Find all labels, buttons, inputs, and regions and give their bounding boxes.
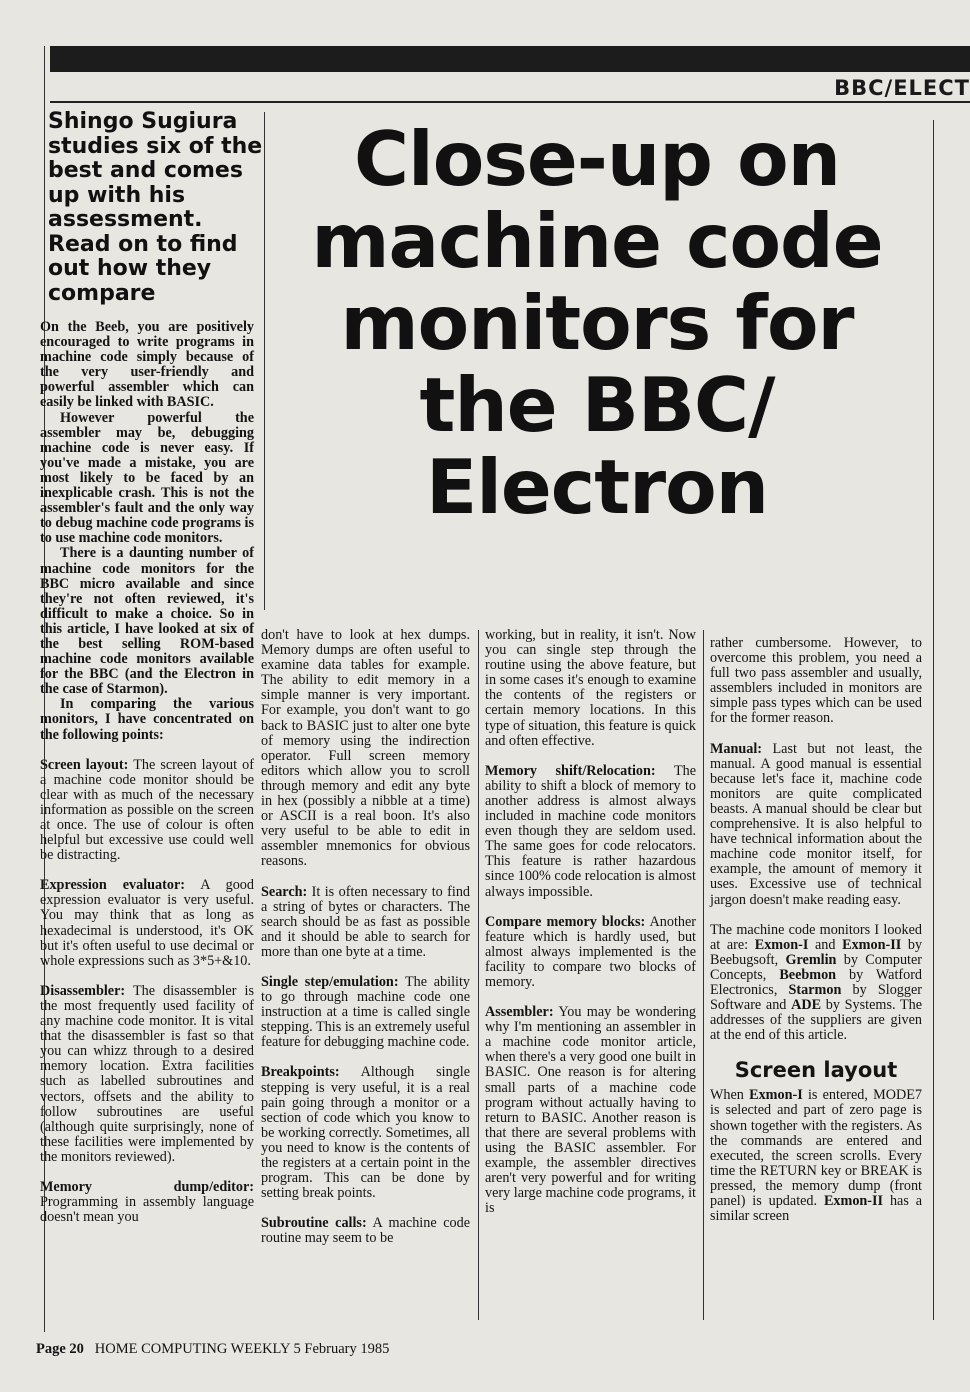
column-rule-1 [264, 112, 265, 610]
paragraph-manual [710, 742, 922, 908]
body-text: is entered, MODE7 is selected and part of zero page is shown together with the registers. As the commands are entered and executed, the screen scrolls. Every time the RETURN key or BREAK is pressed, the memory dump (front panel) is updated. [710, 1087, 922, 1209]
body-text: The screen layout of a machine code monitor should be clear with as much of the necessary information as possible on the screen at once. The use of colour is often helpful but excessive use could well be distracting. [40, 756, 254, 864]
subhead: Expression evaluator: [40, 877, 185, 894]
product-name: Gremlin [785, 951, 837, 968]
section-rule [50, 101, 970, 103]
product-name: Exmon-I [754, 936, 809, 953]
paragraph-exmon-screen [710, 1088, 922, 1224]
paragraph-breakpoints [261, 1065, 470, 1201]
subhead: Subroutine calls: [261, 1215, 367, 1232]
article-column-1 [40, 320, 254, 1240]
standfirst: Shingo Sugiura studies six of the best and comes up with his assessment. Read on to find out how they compare [48, 109, 263, 306]
column-rule-2 [478, 630, 479, 1320]
paragraph-screen-layout [40, 758, 254, 864]
article-column-2 [261, 628, 470, 1261]
body-text: Last but not least, the manual. A good manual is essential because let's face it, machine code monitors are quite complicated beasts. A manual should be clear but comprehensive. It is also helpful to have technical information about the machine code monitor itself, for example, the amount of memory it uses. Excessive use of technical jargon doesn't make reading easy. [710, 740, 922, 908]
magazine-issue: HOME COMPUTING WEEKLY 5 February 1985 [94, 1341, 390, 1357]
body-text: and [814, 936, 836, 953]
subhead: Breakpoints: [261, 1064, 340, 1081]
subhead: Manual: [710, 740, 763, 757]
section-tag: BBC/ELECT [834, 76, 970, 100]
body-text: Although single stepping is very useful, it is a real pain going through a monitor or a section of code which you know to be working correctly. Sometimes, all you need to know is the contents of the registers at a certain point in the program. This can be done by setting break points. [261, 1064, 470, 1202]
section-subheading: Screen layout [734, 1058, 898, 1083]
product-name: Exmon-I [749, 1087, 803, 1104]
product-name: ADE [791, 997, 822, 1014]
subhead: Memory shift/Relocation: [485, 762, 656, 779]
paragraph: rather cumbersome. However, to overcome this problem, you need a full two pass assembler and usually, assemblers included in monitors are simple pass types which can be used for the former reason. [710, 635, 922, 727]
paragraph: However powerful the assembler may be, debugging machine code is never easy. If you've made a mistake, you are most likely to be faced by an inexplicable crash. This is not the assembler's fault and the only way to debug machine code programs is to use machine code monitors. [40, 409, 254, 547]
header-bar [50, 46, 970, 72]
right-margin-rule [933, 120, 934, 1320]
paragraph-compare-memory [485, 915, 696, 990]
product-name: Exmon-II [842, 936, 902, 953]
paragraph: working, but in reality, it isn't. Now you can single step through the routine using the above feature, but in some cases it's enough to examine the contents of the registers or certain memory locations. In this type of situation, this feature is quick and often effective. [485, 627, 696, 749]
article-column-3 [485, 628, 696, 1231]
paragraph-search [261, 885, 470, 960]
body-text: by Beebugsoft, [710, 936, 923, 968]
body-text: has a similar screen [710, 1193, 922, 1225]
body-text: The machine code monitors I looked at are: [710, 921, 922, 953]
body-text: When [710, 1087, 744, 1104]
body-text: The ability to shift a block of memory to another address is almost always included in machine code monitors even though they are seldom used. The same goes for code relocators. This feature is rather hazardous since 100% code relocation is almost always impossible. [485, 762, 696, 900]
body-text: by Slogger Software and [710, 981, 923, 1014]
paragraph-single-step [261, 975, 470, 1050]
product-name: Beebmon [779, 966, 837, 983]
paragraph-subroutine-calls [261, 1216, 470, 1246]
paragraph-assembler [485, 1005, 696, 1216]
product-name: Exmon-II [823, 1193, 884, 1209]
subhead: Disassembler: [40, 982, 126, 999]
product-name: Starmon [788, 981, 842, 998]
subhead: Assembler: [485, 1004, 554, 1021]
body-text: by Systems. The addresses of the suppliers are given at the end of this article. [710, 997, 923, 1044]
headline: Close-up on machine code monitors for the BBC/ Electron [311, 115, 883, 531]
paragraph-disassembler [40, 984, 254, 1165]
body-text: The disassembler is the most frequently used facility of any machine code monitor. It is vital that the disassembler is fast so that you can whizz through to a desired memory location. Extra facilities such as labelled subroutines and vectors, offsets and the ability to follow subroutines are useful (although quite surprisingly, none of these facilities were implemented by the monitors reviewed). [40, 982, 254, 1165]
column-rule-3 [703, 630, 704, 1320]
page-footer [36, 1341, 389, 1358]
paragraph-expression-evaluator [40, 878, 254, 969]
body-text: A good expression evaluator is very useful. You may think that as long as hexadecimal is understood, it's OK but it's often useful to use decimal or whole expressions such as 3*5+&10. [40, 877, 254, 969]
body-text: You may be wondering why I'm mentioning an assembler in a machine code monitor article, when there's a very good one built in BASIC. One reason is for altering small parts of a machine code program without actually having to return to BASIC. Another reason is that there are several problems with using the BASIC assembler. For example, the assembler directives aren't very powerful and for writing very large machine code programs, it is [485, 1004, 696, 1217]
paragraph: don't have to look at hex dumps. Memory dumps are often useful to examine data tables for example. The ability to edit memory in a simple manner is very important. For example, you don't want to go back to BASIC just to alter one byte of memory using the indirection operator. Full screen memory editors which allow you to scroll through memory and edit any byte in hex (possibly a nibble at a time) or ASCII is a real boon. It's also very useful to be able to edit in assembler mnemonics for obvious reasons. [261, 627, 470, 870]
page-number: Page 20 [36, 1341, 84, 1357]
body-text: by Watford Electronics, [710, 966, 923, 998]
paragraph-memory-dump [40, 1180, 254, 1225]
paragraph: In comparing the various monitors, I have concentrated on the following points: [40, 696, 254, 743]
subhead: Search: [261, 883, 308, 900]
body-text: The ability to go through machine code one instruction at a time is called single stepping. This is an extremely useful feature for debugging machine code. [261, 973, 470, 1051]
body-text: A machine code routine may seem to be [261, 1215, 470, 1247]
paragraph: On the Beeb, you are positively encouraged to write programs in machine code simply because of the very user-friendly and powerful assembler which can easily be linked with BASIC. [40, 319, 254, 411]
subhead: Screen layout: [40, 756, 129, 773]
body-text: by Computer Concepts, [710, 951, 923, 983]
subhead: Compare memory blocks: [485, 913, 646, 930]
paragraph-monitors-list [710, 923, 922, 1044]
paragraph: There is a daunting number of machine code monitors for the BBC micro available and since they're not often reviewed, it's difficult to make a choice. So in this article, I have looked at six of the best selling ROM-based machine code monitors available for the BBC (and the Electron in the case of Starmon). [40, 545, 254, 698]
subhead: Single step/emulation: [261, 973, 399, 990]
body-text: Another feature which is hardly used, but almost always implemented is the facility to compare two blocks of memory. [485, 913, 697, 990]
paragraph-memory-shift [485, 764, 696, 900]
body-text: Programming in assembly language doesn't mean you [40, 1194, 254, 1226]
subhead: Memory dump/editor: [40, 1178, 254, 1195]
article-column-4 [710, 636, 922, 1224]
body-text: It is often necessary to find a string of bytes or characters. The search should be as fast as possible and it should be able to search for more than one byte at a time. [261, 883, 471, 960]
